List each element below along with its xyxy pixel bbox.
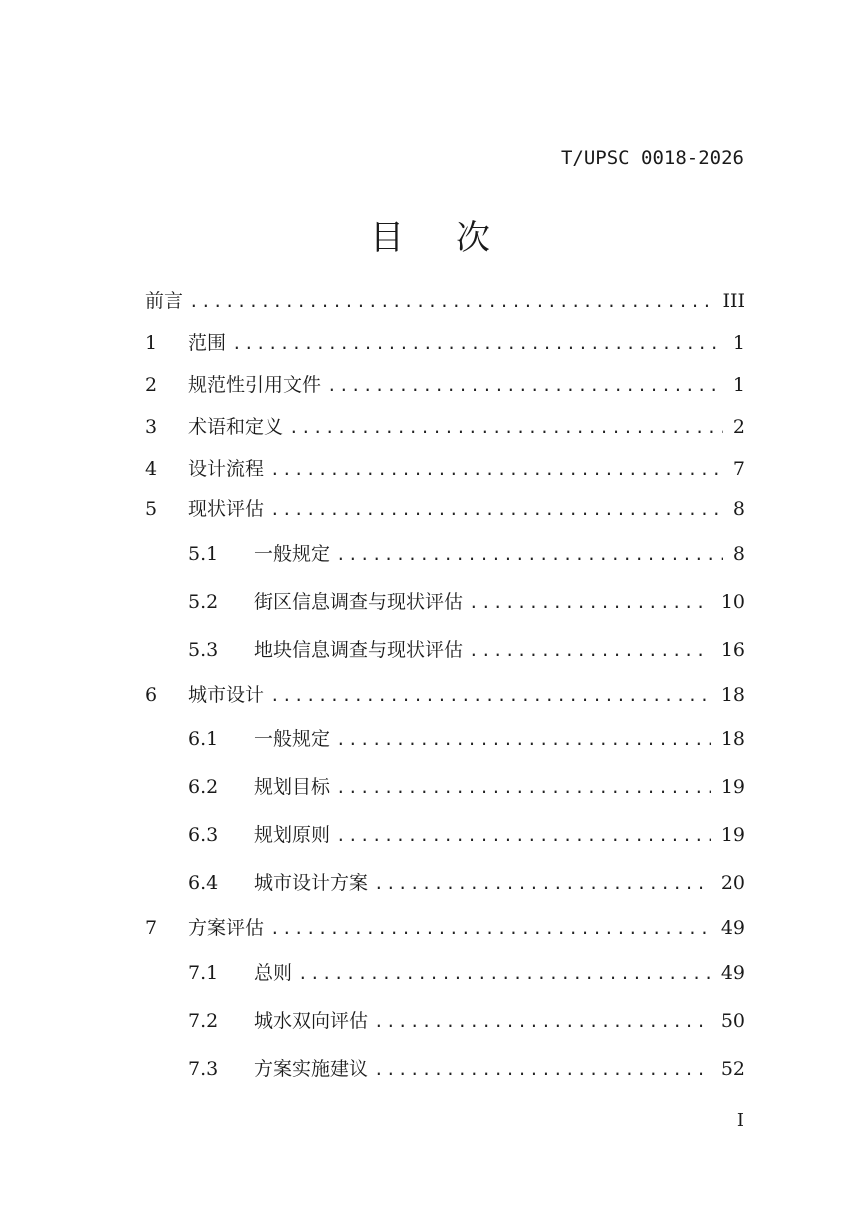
toc-entry-number: 1 — [145, 332, 158, 354]
toc-entry-6-1[interactable] — [188, 724, 745, 752]
toc-leader-dots — [336, 730, 711, 749]
toc-entry-page: 1 — [732, 374, 745, 396]
toc-entry-page: 8 — [732, 543, 745, 565]
toc-entry-text: 街区信息调查与现状评估 — [254, 591, 464, 613]
toc-entry-number: 6.4 — [188, 872, 219, 894]
toc-entry-7-1[interactable] — [188, 958, 745, 986]
toc-entry-2[interactable] — [145, 370, 745, 398]
toc-entry-text: 方案评估 — [188, 917, 265, 939]
toc-entry-page: 20 — [720, 872, 745, 894]
document-code: T/UPSC 0018-2026 — [560, 147, 744, 169]
toc-entry-page: 49 — [720, 917, 745, 939]
toc-entry-text: 范围 — [188, 332, 227, 354]
toc-leader-dots — [336, 778, 711, 797]
toc-entry-text: 规范性引用文件 — [188, 374, 322, 396]
toc-entry-7-3[interactable] — [188, 1054, 745, 1082]
toc-entry-text: 一般规定 — [254, 728, 331, 750]
toc-entry-page: 2 — [732, 416, 745, 438]
toc-entry-text: 总则 — [254, 962, 293, 984]
toc-entry-5[interactable] — [145, 494, 745, 522]
toc-entry-number: 4 — [145, 458, 158, 480]
toc-entry-page: 7 — [732, 458, 745, 480]
toc-entry-number: 2 — [145, 374, 158, 396]
toc-entry-number: 6 — [145, 684, 158, 706]
toc-entry-4[interactable] — [145, 454, 745, 482]
toc-leader-dots — [298, 964, 711, 983]
toc-entry-page: 18 — [720, 684, 745, 706]
toc-entry-7-2[interactable] — [188, 1006, 745, 1034]
toc-leader-dots — [336, 826, 711, 845]
toc-entry-number: 5.3 — [188, 639, 219, 661]
toc-entry-text: 城市设计方案 — [254, 872, 369, 894]
toc-entry-page: 8 — [732, 498, 745, 520]
toc-entry-text: 城水双向评估 — [254, 1010, 369, 1032]
toc-entry-page: 50 — [720, 1010, 745, 1032]
toc-leader-dots — [270, 460, 723, 479]
toc-title — [0, 210, 860, 259]
toc-entry-page: 18 — [720, 728, 745, 750]
toc-leader-dots — [469, 641, 711, 660]
toc-entry-number: 5.2 — [188, 591, 219, 613]
toc-entry-page: 52 — [720, 1058, 745, 1080]
toc-leader-dots — [336, 545, 723, 564]
toc-entry-6-2[interactable] — [188, 772, 745, 800]
toc-entry-page: 10 — [720, 591, 745, 613]
toc-entry-number: 7.2 — [188, 1010, 219, 1032]
toc-entry-number: 3 — [145, 416, 158, 438]
toc-entry-text: 一般规定 — [254, 543, 331, 565]
toc-entry-text: 规划原则 — [254, 824, 331, 846]
toc-leader-dots — [374, 874, 711, 893]
toc-leader-dots — [189, 292, 712, 311]
toc-entry-5-2[interactable] — [188, 587, 745, 615]
toc-entry-5-1[interactable] — [188, 539, 745, 567]
page-number: I — [736, 1110, 744, 1131]
toc-entry-number: 6.1 — [188, 728, 219, 750]
toc-entry-preface[interactable] — [145, 286, 745, 314]
toc-entry-page: III — [722, 290, 745, 312]
toc-entry-page: 49 — [720, 962, 745, 984]
toc-leader-dots — [270, 500, 723, 519]
toc-entry-1[interactable] — [145, 328, 745, 356]
toc-title-left: 目 — [370, 218, 404, 258]
toc-leader-dots — [289, 418, 723, 437]
toc-leader-dots — [469, 593, 711, 612]
toc-leader-dots — [232, 334, 723, 353]
toc-entry-page: 19 — [720, 824, 745, 846]
toc-entry-7[interactable] — [145, 913, 745, 941]
toc-entry-number: 7 — [145, 917, 158, 939]
toc-entry-number: 5 — [145, 498, 158, 520]
toc-entry-6[interactable] — [145, 680, 745, 708]
toc-entry-number: 7.3 — [188, 1058, 219, 1080]
toc-entry-text: 设计流程 — [188, 458, 265, 480]
toc-leader-dots — [327, 376, 723, 395]
toc-entry-text: 规划目标 — [254, 776, 331, 798]
toc-entry-number: 7.1 — [188, 962, 219, 984]
toc-leader-dots — [374, 1012, 711, 1031]
toc-entry-text: 地块信息调查与现状评估 — [254, 639, 464, 661]
toc-entry-text: 前言 — [145, 290, 184, 312]
toc-entry-page: 19 — [720, 776, 745, 798]
toc-leader-dots — [374, 1060, 711, 1079]
toc-entry-5-3[interactable] — [188, 635, 745, 663]
toc-entry-number: 6.2 — [188, 776, 219, 798]
toc-entry-page: 1 — [732, 332, 745, 354]
toc-entry-text: 术语和定义 — [188, 416, 284, 438]
toc-leader-dots — [270, 686, 711, 705]
toc-title-right: 次 — [456, 218, 490, 258]
toc-leader-dots — [270, 919, 711, 938]
toc-entry-6-3[interactable] — [188, 820, 745, 848]
toc-entry-text: 现状评估 — [188, 498, 265, 520]
toc-entry-6-4[interactable] — [188, 868, 745, 896]
toc-entry-text: 城市设计 — [188, 684, 265, 706]
toc-entry-number: 6.3 — [188, 824, 219, 846]
toc-entry-3[interactable] — [145, 412, 745, 440]
toc-entry-number: 5.1 — [188, 543, 219, 565]
toc-entry-page: 16 — [720, 639, 745, 661]
toc-entry-text: 方案实施建议 — [254, 1058, 369, 1080]
